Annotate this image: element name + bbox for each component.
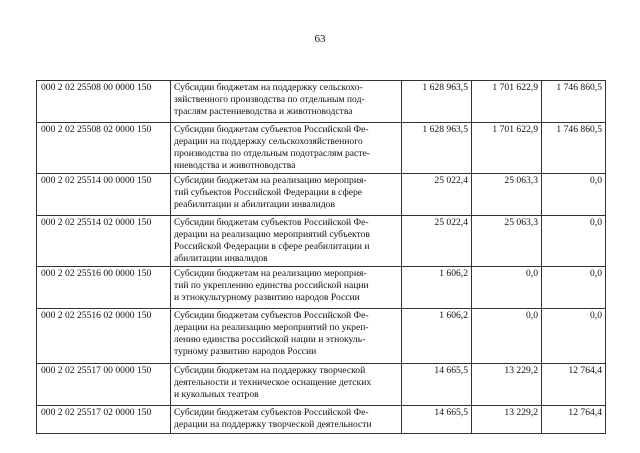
amount-cell-2: 13 229,2 xyxy=(472,406,542,434)
budget-code-cell: 000 2 02 25516 00 0000 150 xyxy=(37,267,171,309)
amount-cell-1: 14 665,5 xyxy=(402,406,472,434)
description-line: Субсидии бюджетам субъектов Российской Фе- xyxy=(174,310,369,321)
amount-cell-2: 1 701 622,9 xyxy=(472,123,542,174)
description-line: дерации на поддержку творческой деятельности xyxy=(174,419,372,430)
description-line: дерации на реализацию мероприятий по укреп- xyxy=(174,322,369,333)
table-row xyxy=(37,406,606,434)
description-line: Субсидии бюджетам субъектов Российской Фе- xyxy=(174,407,369,418)
description-cell xyxy=(171,81,402,123)
description-cell xyxy=(171,216,402,267)
description-cell xyxy=(171,406,402,434)
description-line: дерации на поддержку сельскохозяйственного xyxy=(174,136,363,147)
description-line: Субсидии бюджетам на реализацию мероприя- xyxy=(174,268,367,279)
description-line: абилитации инвалидов xyxy=(174,253,268,264)
budget-code-cell: 000 2 02 25508 02 0000 150 xyxy=(37,123,171,174)
amount-cell-2: 1 701 622,9 xyxy=(472,81,542,123)
table-row xyxy=(37,364,606,406)
budget-table xyxy=(36,80,606,434)
budget-code-cell: 000 2 02 25508 00 0000 150 xyxy=(37,81,171,123)
table-row xyxy=(37,267,606,309)
description-line: и этнокультурному развитию народов России xyxy=(174,292,360,303)
description-line: Субсидии бюджетам на реализацию мероприя- xyxy=(174,175,367,186)
amount-cell-2: 25 063,3 xyxy=(472,174,542,216)
description-line: Субсидии бюджетам на поддержку сельскохо- xyxy=(174,82,363,93)
amount-cell-1: 1 628 963,5 xyxy=(402,81,472,123)
amount-cell-3: 0,0 xyxy=(542,216,606,267)
description-cell xyxy=(171,123,402,174)
description-line: Субсидии бюджетам субъектов Российской Фе- xyxy=(174,217,369,228)
description-line: Субсидии бюджетам субъектов Российской Фе- xyxy=(174,124,369,135)
amount-cell-3: 1 746 860,5 xyxy=(542,123,606,174)
description-line: Субсидии бюджетам на поддержку творческой xyxy=(174,365,366,376)
budget-table-body xyxy=(37,81,606,434)
table-row xyxy=(37,216,606,267)
amount-cell-3: 12 764,4 xyxy=(542,406,606,434)
description-line: лению единства российской нации и этнокуль- xyxy=(174,334,366,345)
description-line: Российской Федерации в сфере реабилитации и xyxy=(174,241,370,252)
description-line: ниеводства и животноводства xyxy=(174,160,296,171)
budget-code-cell: 000 2 02 25516 02 0000 150 xyxy=(37,309,171,364)
amount-cell-1: 1 606,2 xyxy=(402,309,472,364)
amount-cell-2: 25 063,3 xyxy=(472,216,542,267)
amount-cell-2: 0,0 xyxy=(472,309,542,364)
amount-cell-2: 0,0 xyxy=(472,267,542,309)
description-cell xyxy=(171,309,402,364)
description-line: зяйственного производства по отдельным под- xyxy=(174,94,365,105)
amount-cell-3: 0,0 xyxy=(542,267,606,309)
description-cell xyxy=(171,174,402,216)
budget-code-cell: 000 2 02 25517 00 0000 150 xyxy=(37,364,171,406)
description-line: турному развитию народов России xyxy=(174,346,317,357)
table-row xyxy=(37,174,606,216)
description-line: и кукольных театров xyxy=(174,389,259,400)
amount-cell-3: 0,0 xyxy=(542,174,606,216)
amount-cell-1: 25 022,4 xyxy=(402,216,472,267)
amount-cell-3: 1 746 860,5 xyxy=(542,81,606,123)
budget-code-cell: 000 2 02 25514 00 0000 150 xyxy=(37,174,171,216)
table-row xyxy=(37,123,606,174)
budget-code-cell: 000 2 02 25514 02 0000 150 xyxy=(37,216,171,267)
table-row xyxy=(37,81,606,123)
amount-cell-1: 1 628 963,5 xyxy=(402,123,472,174)
description-line: траслям растениеводства и животноводства xyxy=(174,106,353,117)
page-number: 63 xyxy=(314,33,326,45)
amount-cell-3: 0,0 xyxy=(542,309,606,364)
description-line: производства по отдельным подотраслям расте- xyxy=(174,148,370,159)
amount-cell-3: 12 764,4 xyxy=(542,364,606,406)
amount-cell-1: 25 022,4 xyxy=(402,174,472,216)
budget-code-cell: 000 2 02 25517 02 0000 150 xyxy=(37,406,171,434)
description-line: дерации на реализацию мероприятий субъектов xyxy=(174,229,370,240)
description-line: деятельности и техническое оснащение детских xyxy=(174,377,372,388)
description-cell xyxy=(171,267,402,309)
table-row xyxy=(37,309,606,364)
amount-cell-1: 14 665,5 xyxy=(402,364,472,406)
description-line: реабилитации и абилитации инвалидов xyxy=(174,199,335,210)
description-line: тий субъектов Российской Федерации в сфере xyxy=(174,187,363,198)
description-cell xyxy=(171,364,402,406)
description-line: тий по укреплению единства российской нации xyxy=(174,280,369,291)
amount-cell-2: 13 229,2 xyxy=(472,364,542,406)
amount-cell-1: 1 606,2 xyxy=(402,267,472,309)
